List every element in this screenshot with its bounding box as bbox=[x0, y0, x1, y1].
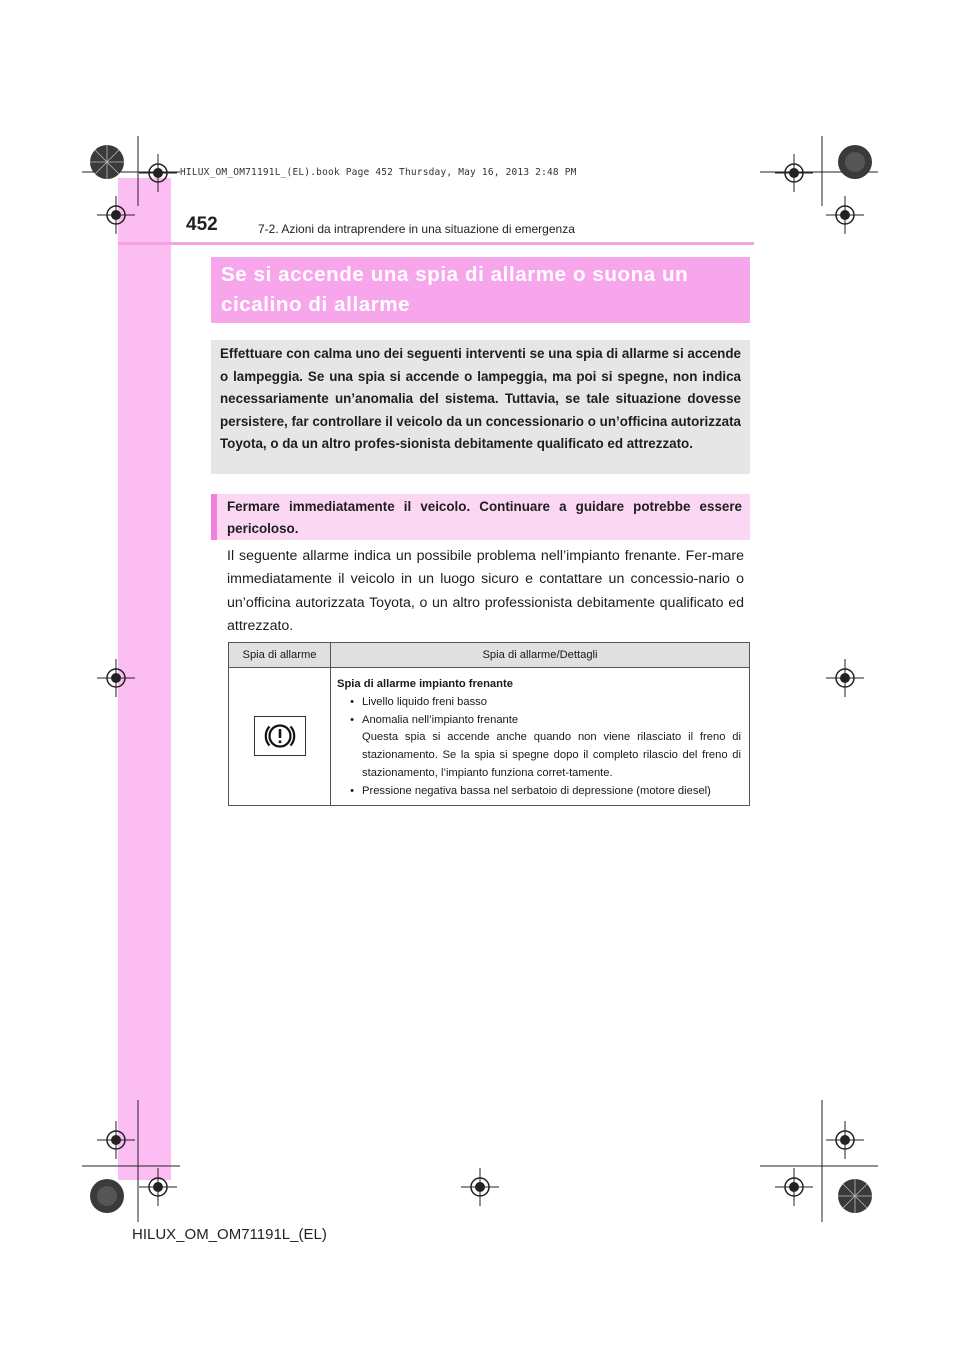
bullet-mark: • bbox=[350, 784, 354, 797]
intro-box: Effettuare con calma uno dei seguenti interventi se una spia di allarme si accende o lampeggia. Se una spia si accende o lampeggia, ma poi si spegne, non indica necessariamente un’anomalia del sistema. Tuttavia, se tale situazione dovesse persistere, far controllare il veicolo da un concessionario o un’officina autorizzata Toyota, o da un altro profes-sionista debitamente qualificato ed attrezzato. bbox=[211, 340, 750, 474]
registration-mark-icon bbox=[97, 659, 135, 697]
bullet-mark: • bbox=[350, 713, 354, 726]
registration-mark-icon bbox=[826, 1121, 864, 1159]
body-paragraph: Il seguente allarme indica un possibile problema nell’impianto frenante. Fer-mare immediatamente il veicolo in un luogo sicuro e contattare un concessio-nario o un’officina autorizzata Toyota, o un altro professionista debitamente qualificato ed attrezzato. bbox=[227, 548, 744, 634]
registration-mark-icon bbox=[775, 1168, 813, 1206]
section-title: 7-2. Azioni da intraprendere in una situazione di emergenza bbox=[258, 222, 575, 236]
registration-mark-icon bbox=[97, 1121, 135, 1159]
color-target-icon bbox=[835, 1176, 875, 1216]
registration-mark-icon bbox=[97, 196, 135, 234]
table-header-details: Spia di allarme/Dettagli bbox=[331, 643, 750, 668]
list-item-text: Pressione negativa bassa nel serbatoio di depressione (motore diesel) bbox=[362, 784, 711, 797]
main-heading-line2: cicalino di allarme bbox=[221, 293, 411, 316]
registration-mark-icon bbox=[139, 154, 177, 192]
registration-mark-icon bbox=[826, 659, 864, 697]
registration-mark-icon bbox=[826, 196, 864, 234]
footer-document-code: HILUX_OM_OM71191L_(EL) bbox=[132, 1226, 327, 1243]
list-item-text: Livello liquido freni basso bbox=[362, 695, 488, 708]
color-target-icon bbox=[835, 142, 875, 182]
warning-box: Fermare immediatamente il veicolo. Continuare a guidare potrebbe essere pericoloso. bbox=[211, 494, 750, 540]
main-heading-line1: Se si accende una spia di allarme o suona un bbox=[221, 263, 689, 286]
color-target-icon bbox=[87, 142, 127, 182]
list-item-text: Anomalia nell’impianto frenante bbox=[362, 713, 519, 726]
item-note: Questa spia si accende anche quando non viene rilasciato il freno di stazionamento. Se la spia si spegne dopo il completo rilascio del freno di stazionamento, l’impianto funziona corret-tamente. bbox=[362, 731, 741, 779]
registration-mark-icon bbox=[775, 154, 813, 192]
table-header-lamp: Spia di allarme bbox=[229, 643, 331, 668]
detail-title: Spia di allarme impianto frenante bbox=[337, 678, 513, 690]
page-number: 452 bbox=[186, 214, 218, 235]
bullet-mark: • bbox=[350, 695, 354, 708]
registration-mark-icon bbox=[139, 1168, 177, 1206]
color-target-icon bbox=[87, 1176, 127, 1216]
registration-mark-icon bbox=[461, 1168, 499, 1206]
print-stamp: HILUX_OM_OM71191L_(EL).book Page 452 Thursday, May 16, 2013 2:48 PM bbox=[180, 167, 577, 178]
